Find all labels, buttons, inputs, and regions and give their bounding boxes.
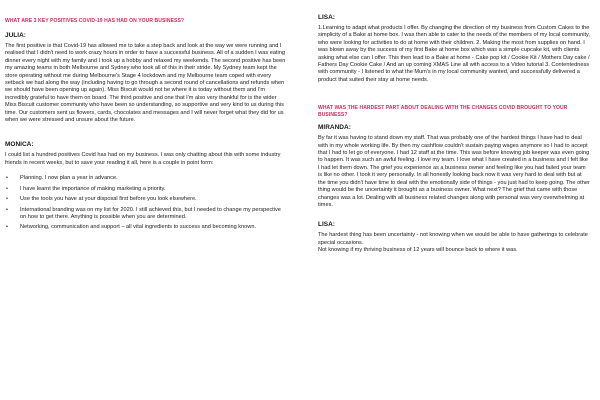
speaker-miranda: MIRANDA: [318,124,351,132]
speaker-julia: JULIA: [5,32,26,39]
bullet-icon: • [6,196,8,203]
speaker-lisa: LISA: [318,14,335,21]
question-hardest-part: WHAT WAS THE HARDEST PART ABOUT DEALING WITH THE CHANGES COVID BROUGHT TO YOUR BUSINESS? [318,105,568,119]
bullet-icon: • [6,175,8,182]
answer-miranda: By far it was having to stand down my staff. That was probably one of the hardest things I have had to deal with in my whole working life. By then my cashflow couldn't sustain paying wages anymore so I had to accept that I had to let go of everyone. I had 12 staff at the time. This was before knowing job keeper was even going to happen. It was such an awful feeling. I love my team. I love what I have created in a business and I felt like I had let them down. The grief you experience as a business owner and feeling like you had failed your team is like no other. I took it very personally. In all honestly looking back now it was very hard to deal with but at the time you didn't have time to deal with the emotionally side of things - you just had to keep going. The other thing would be the uncertainty it brought as a business owner. What next? The grief that came with those changes was a lot. Dealing with all business related changes along with personal was very overwhelming at times. [318,135,590,208]
bullet-text: I have learnt the importance of making marketing a priority. [20,185,166,192]
answer-monica-intro: I could list a hundred positives Covid has had on my business. I was only chatting about this with some industry friends in recent weeks, but to save your reading it all, here is a couple in point form: [5,152,281,166]
bullet-text: Networking, communication and support – all vital ingredients to success and becoming known. [20,224,256,231]
speaker-monica: MONICA: [5,141,34,149]
list-item [5,224,286,231]
list-item [5,186,286,193]
bullet-icon: • [6,185,8,192]
right-column [306,0,600,400]
bullet-text: International branding was on my list for 2020. I still achieved this, but I needed to change my perspective on how to get there. Anything is possible when you are determined. [20,206,281,220]
answer-lisa-positives: 1.Learning to adapt what products I offer. By changing the direction of my business from Custom Cakes to the simplicity of a Bake at home box. I was then able to cater to the needs of the members of my local community, who were looking for activities to do at home with their children. 2. Making the most from supplies on hand. I was blown away by the success of my first Bake at home box which was a simple cupcake kit, with clients asking what else can I offer. This then lead to a Bake at home - Cake pop kit / Cookie Kit / Mothers Day cake / Fathers Day Cookie Cake / And an up coming XMAS Line all with access to a Video tutorial 3. Contentedness with community - I listened to what the Mum's in my local community wanted, and successfully delivered a product that suited their stay at home needs. [318,25,590,83]
bullet-text: Use the tools you have at your disposal first before you look elsewhere. [20,196,197,203]
bullet-icon: • [6,224,8,231]
list-item [5,207,286,222]
list-item [5,196,286,203]
monica-bullet-list [5,175,286,231]
answer-julia: The first positive is that Covid-19 has allowed me to take a step back and look at the way we were running and I realised that I didn't need to work crazy hours in order to have a successful business. All of a sudden I was eating dinner every night with my family and I took up a hobby and relaxed my weekends. The second positive has been my amazing teams in both Melbourne and Sydney who took all of this in their stride. My Sydney team kept the store operating without me during Melbourne's Stage 4 lockdown and my Melbourne team coped with every setback we had along the way (including having to go through a second round of cancellations and refunds when we should have been opening up again). Miss Biscuit would not be where it is today without them and I'm incredibly grateful to have them on board. The third positive and one that I'm also very thankful for is the wider Miss Biscuit customer community who have been so understanding, so supportive and very kind to us during this time. Our customers sent us flowers, cards, chocolates and messages and I will never forget what they did for us when we were stressed and unsure about the future. [5,43,286,124]
answer-lisa-hardest-1: The hardest thing has been uncertainty - not knowing when we would be able to have gatherings to celebrate special occasions. [318,232,588,246]
speaker-lisa-second: LISA: [318,221,335,229]
question-key-positives: WHAT ARE 3 KEY POSITIVES COVID-19 HAS HAD ON YOUR BUSINESS? [5,18,185,24]
bullet-text: Planning. I now plan a year in advance. [20,175,118,182]
answer-lisa-hardest-2: Not knowing if my thriving business of 12 years will bounce back to where it was. [318,247,518,254]
bullet-icon: • [6,206,8,213]
list-item [5,175,286,182]
